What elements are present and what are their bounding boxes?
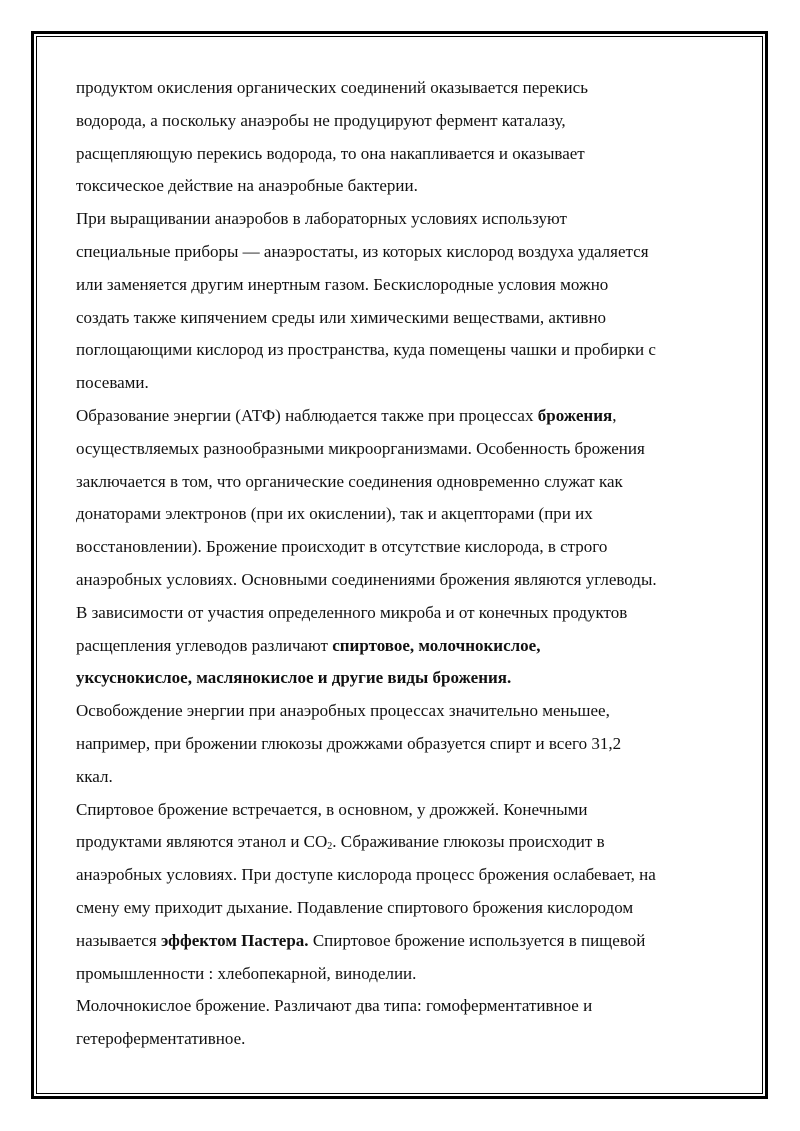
bold-term: уксуснокислое, маслянокислое и другие виды брожения. — [76, 668, 512, 688]
text-line: анаэробных условиях. Основными соединениями брожения являются углеводы. — [76, 569, 657, 589]
text-line: В зависимости от участия определенного микроба и от конечных продуктов — [76, 602, 628, 622]
text-line: называется эффектом Пастера. Спиртовое брожение используется в пищевой — [76, 930, 646, 950]
text-line: гетероферментативное. — [76, 1029, 246, 1049]
document-body — [76, 72, 736, 1056]
text-line: продуктами являются этанол и $CO_2$. Сбраживание глюкозы происходит в — [76, 832, 605, 853]
text-line: расщепляющую перекись водорода, то она накапливается и оказывает — [76, 143, 585, 163]
bold-term: эффектом Пастера. — [160, 930, 309, 950]
text-line: посевами. — [76, 373, 149, 393]
text-line: поглощающими кислород из пространства, куда помещены чашки и пробирки с — [76, 340, 656, 360]
bold-term: спиртовое, молочнокислое, — [332, 635, 541, 655]
text-line — [76, 662, 736, 695]
subscript: 2 — [327, 841, 333, 853]
text-line: осуществляемых разнообразными микроорганизмами. Особенность брожения — [76, 438, 645, 458]
text-line: донаторами электронов (при их окислении), так и акцепторами (при их — [76, 504, 593, 524]
text-line: При выращивании анаэробов в лабораторных условиях используют — [76, 209, 567, 229]
text-line: токсическое действие на анаэробные бактерии. — [76, 176, 418, 196]
text-line: Освобождение энергии при анаэробных процессах значительно меньшее, — [76, 701, 610, 721]
text-line: ккал. — [76, 766, 113, 786]
text-line: специальные приборы — анаэростаты, из которых кислород воздуха удаляется — [76, 241, 649, 261]
text-line: Молочнокислое брожение. Различают два типа: гомоферментативное и — [76, 996, 593, 1016]
text-line: или заменяется другим инертным газом. Бескислородные условия можно — [76, 274, 609, 294]
text-line: анаэробных условиях. При доступе кислорода процесс брожения ослабевает, на — [76, 865, 656, 885]
text-line: расщепления углеводов различают спиртовое, молочнокислое, — [76, 635, 541, 655]
text-line: смену ему приходит дыхание. Подавление спиртового брожения кислородом — [76, 897, 634, 917]
text-line: промышленности : хлебопекарной, виноделии. — [76, 963, 417, 983]
text-line: Спиртовое брожение встречается, в основном, у дрожжей. Конечными — [76, 799, 588, 819]
text-line: продуктом окисления органических соединений оказывается перекись — [76, 78, 588, 97]
text-line: создать также кипячением среды или химическими веществами, активно — [76, 307, 607, 327]
text-line: Образование энергии (АТФ) наблюдается также при процессах брожения, — [76, 405, 617, 425]
text-line: восстановлении). Брожение происходит в отсутствие кислорода, в строго — [76, 537, 608, 557]
text-line: заключается в том, что органические соединения одновременно служат как — [76, 471, 623, 491]
text-line: водорода, а поскольку анаэробы не продуцируют фермент каталазу, — [76, 110, 566, 130]
text-line: например, при брожении глюкозы дрожжами образуется спирт и всего 31,2 — [76, 733, 622, 753]
bold-term: брожения — [537, 405, 613, 425]
